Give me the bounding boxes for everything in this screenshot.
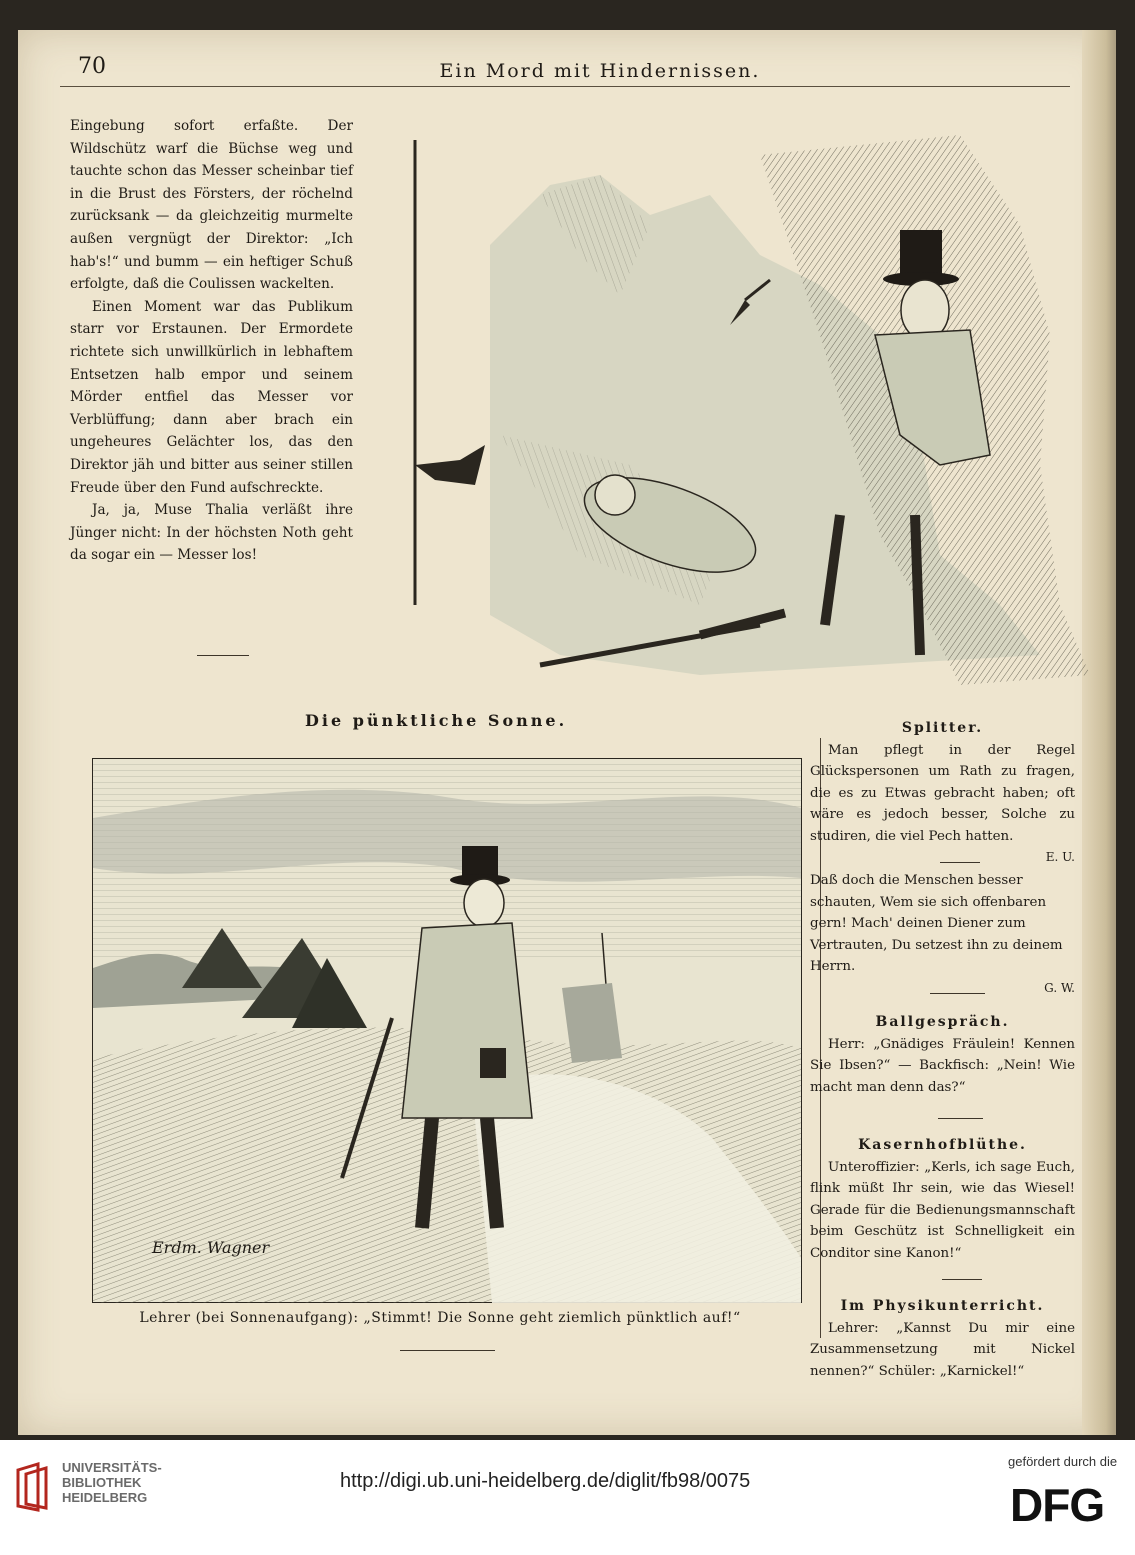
section-rule [197,655,249,656]
dfg-logo: DFG [1010,1479,1105,1531]
library-name [62,1460,162,1505]
library-name-line: UNIVERSITÄTS- [62,1460,162,1475]
sunrise-engraving [92,758,802,1303]
story-paragraph: Ja, ja, Muse Thalia verläßt ihre Jünger nicht: In der höchsten Noth geht da sogar ein — Messer los! [70,502,353,564]
section-text: Herr: „Gnädiges Fräulein! Kennen Sie Ibsen?“ — Backfisch: „Nein! Wie macht man denn das?“ [810,1036,1075,1095]
section-heading: Ballgespräch. [875,1014,1010,1030]
section-heading: Im Physikunterricht. [840,1298,1045,1314]
caption-rule [400,1350,495,1351]
story-paragraph: Eingebung sofort erfaßte. Der Wildschütz warf die Büchse weg und tauchte schon das Messer scheinbar tief in die Brust des Försters, der röchelnd zurücksank — da gleichzeitig murmelte außen vergnügt der Direktor: „Ich hab's!“ und bumm — ein heftiger Schuß erfolgte, daß die Coulissen wackelten. [70,118,353,293]
sidebar-ballgespraech [810,1012,1075,1098]
section-rule [930,993,985,994]
funding-note: gefördert durch die [1008,1454,1118,1469]
sidebar-physik [810,1296,1075,1382]
section-rule [940,862,980,863]
section-text: Unteroffizier: „Kerls, ich sage Euch, flink müßt Ihr sein, wie das Wiesel! Gerade für die Bedienungsmannschaft beim Geschütz ist Schnelligkeit ein Conditor sine Kanon!“ [810,1159,1075,1261]
running-head: Ein Mord mit Hindernissen. [439,60,761,82]
permalink-url[interactable]: http://digi.ub.uni-heidelberg.de/diglit/fb98/0075 [340,1470,751,1492]
stage-murder-engraving [400,135,1100,690]
library-name-line: HEIDELBERG [62,1490,148,1505]
section-text: Man pflegt in der Regel Glückspersonen um Rath zu fragen, die es zu Etwas gebracht haben; oft wäre es jedoch besser, Solche zu studiren, die viel Pech hatten. [810,742,1075,844]
cartoon-caption: Lehrer (bei Sonnenaufgang): „Stimmt! Die Sonne geht ziemlich pünktlich auf!“ [139,1310,741,1326]
section-text: Lehrer: „Kannst Du mir eine Zusammensetzung mit Nickel nennen?“ Schüler: „Karnickel!“ [810,1320,1075,1379]
sidebar-verse [810,870,1075,999]
section-text: Daß doch die Menschen besser schauten, Wem sie sich offenbaren gern! Mach' deinen Diener zum Vertrauten, Du setzest ihn zu deinem Herrn. [810,873,1063,974]
university-library-logo-icon [14,1462,54,1512]
section-author: G. W. [1044,980,1075,995]
section-rule [942,1279,982,1280]
sidebar-kasernhof [810,1135,1075,1264]
sidebar-splitter [810,718,1075,869]
story-column [70,115,353,567]
section-heading: Splitter. [901,720,984,736]
section-heading: Kasernhofblüthe. [858,1137,1027,1153]
header-rule [60,86,1070,87]
section-author: E. U. [1045,850,1075,864]
section-rule [938,1118,983,1119]
cartoon-title: Die pünktliche Sonne. [305,711,568,730]
page-number: 70 [78,54,106,79]
footer-bar [0,1440,1135,1555]
library-name-line: BIBLIOTHEK [62,1475,142,1490]
artist-signature: Erdm. Wagner [152,1238,270,1257]
story-paragraph: Einen Moment war das Publikum starr vor Erstaunen. Der Ermordete richtete sich unwillkürlich in lebhaftem Entsetzen halb empor und seinem Mörder entfiel das Messer vor Verblüffung; dann aber brach ein ungeheures Gelächter los, das den Direktor jäh und bitter aus seiner stillen Freude über den Fund aufschreckte. [70,298,353,496]
